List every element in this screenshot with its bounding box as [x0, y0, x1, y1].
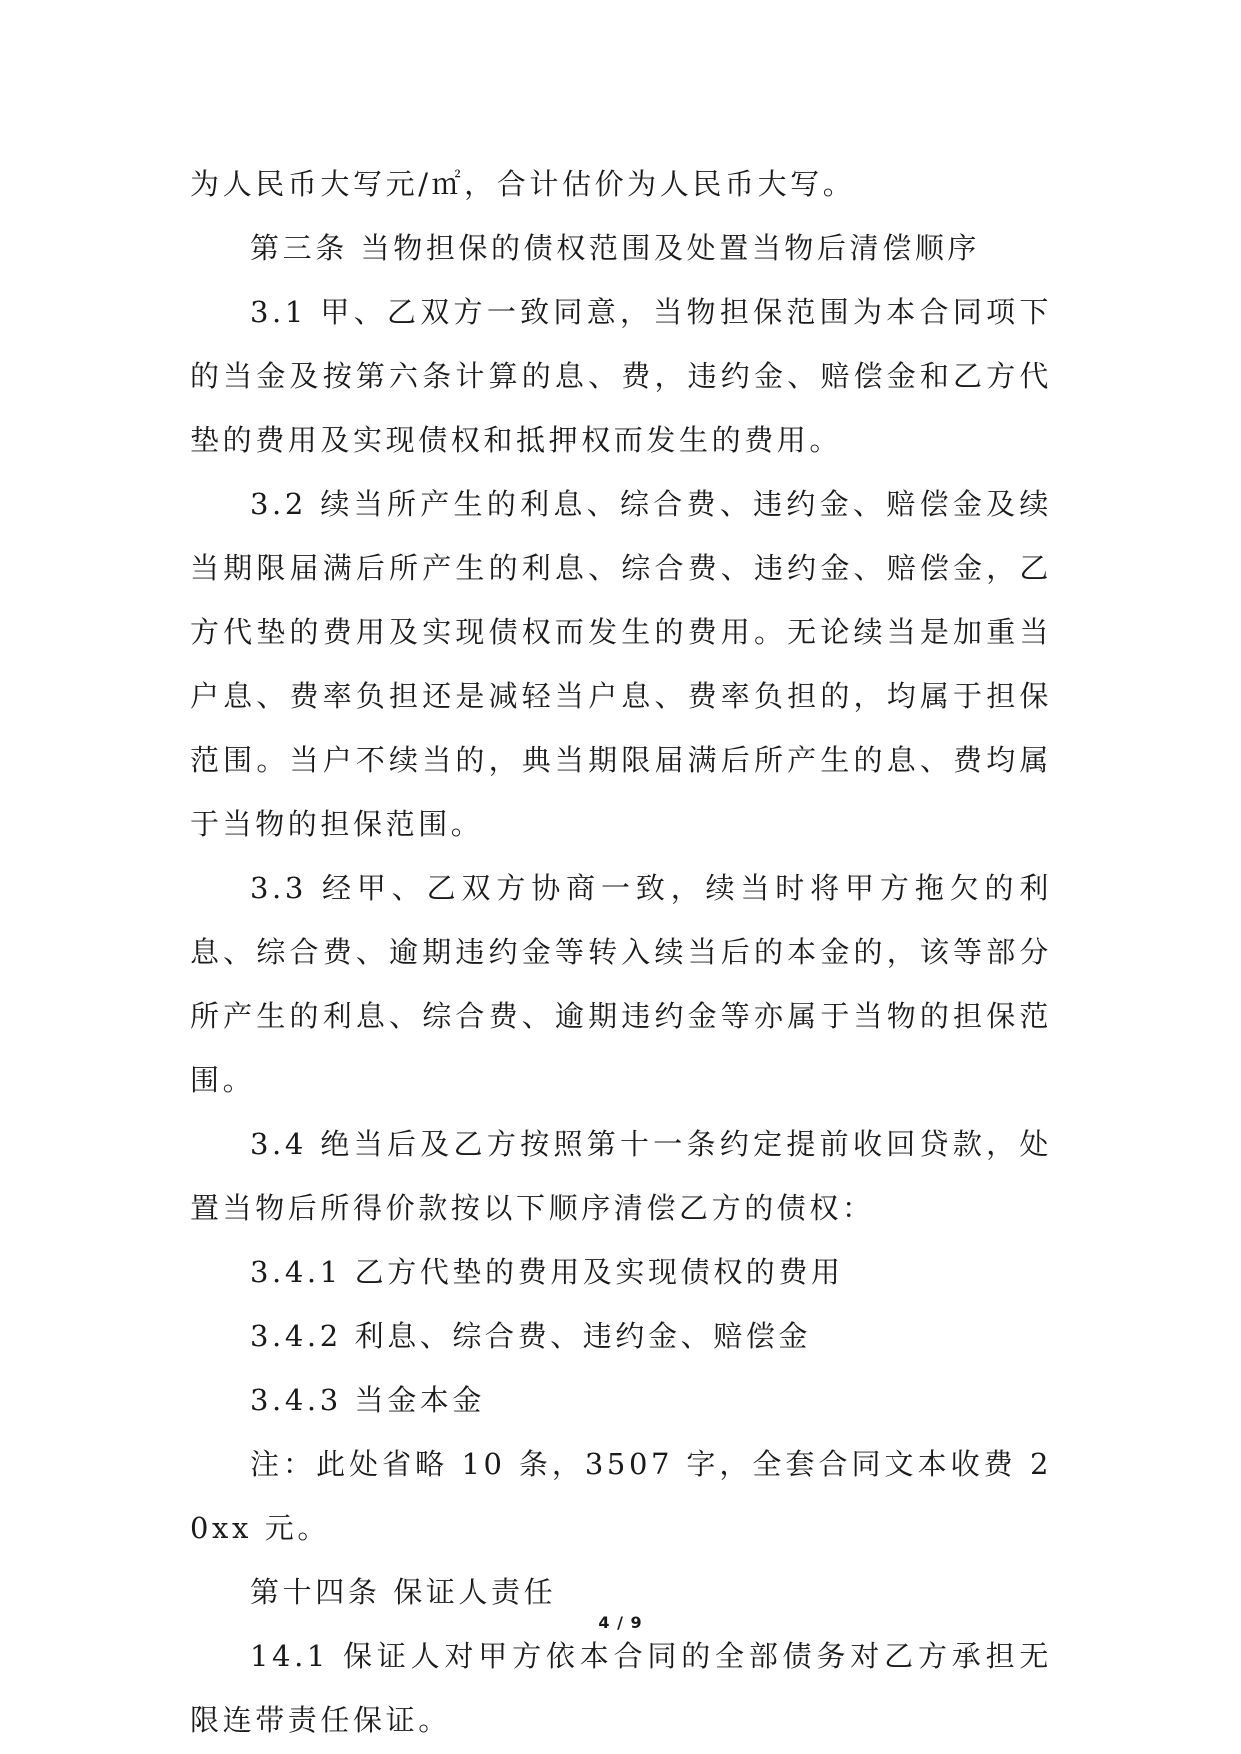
article-3-heading: 第三条 当物担保的债权范围及处置当物后清偿顺序: [250, 231, 981, 265]
page-number: 4 / 9: [598, 1613, 643, 1632]
omission-note: 注：此处省略 10 条，3507 字，全套合同文本收费 20xx 元。: [190, 1447, 1052, 1545]
document-body: [190, 152, 1052, 1752]
clause-3-1: 3.1 甲、乙双方一致同意，当物担保范围为本合同项下的当金及按第六条计算的息、费，违约金、赔偿金和乙方代垫的费用及实现债权和抵押权而发生的费用。: [190, 295, 1052, 457]
clause-3-4: 3.4 绝当后及乙方按照第十一条约定提前收回贷款，处置当物后所得价款按以下顺序清偿乙方的债权：: [190, 1127, 1052, 1225]
clause-3-4-1: 3.4.1 乙方代垫的费用及实现债权的费用: [250, 1255, 844, 1289]
paragraph-continuation: 为人民币大写元/㎡，合计估价为人民币大写。: [190, 167, 856, 201]
clause-3-2: 3.2 续当所产生的利息、综合费、违约金、赔偿金及续当期限届满后所产生的利息、综合费、违约金、赔偿金，乙方代垫的费用及实现债权而发生的费用。无论续当是加重当户息、费率负担还是减轻当户息、费率负担的，均属于担保范围。当户不续当的，典当期限届满后所产生的息、费均属于当物的担保范围。: [190, 487, 1052, 841]
clause-3-3: 3.3 经甲、乙双方协商一致，续当时将甲方拖欠的利息、综合费、逾期违约金等转入续当后的本金的，该等部分所产生的利息、综合费、逾期违约金等亦属于当物的担保范围。: [190, 871, 1052, 1097]
clause-3-4-3: 3.4.3 当金本金: [250, 1383, 486, 1417]
article-14-heading: 第十四条 保证人责任: [250, 1575, 557, 1609]
clause-3-4-2: 3.4.2 利息、综合费、违约金、赔偿金: [250, 1319, 812, 1353]
clause-14-1: 14.1 保证人对甲方依本合同的全部债务对乙方承担无限连带责任保证。: [190, 1639, 1052, 1737]
